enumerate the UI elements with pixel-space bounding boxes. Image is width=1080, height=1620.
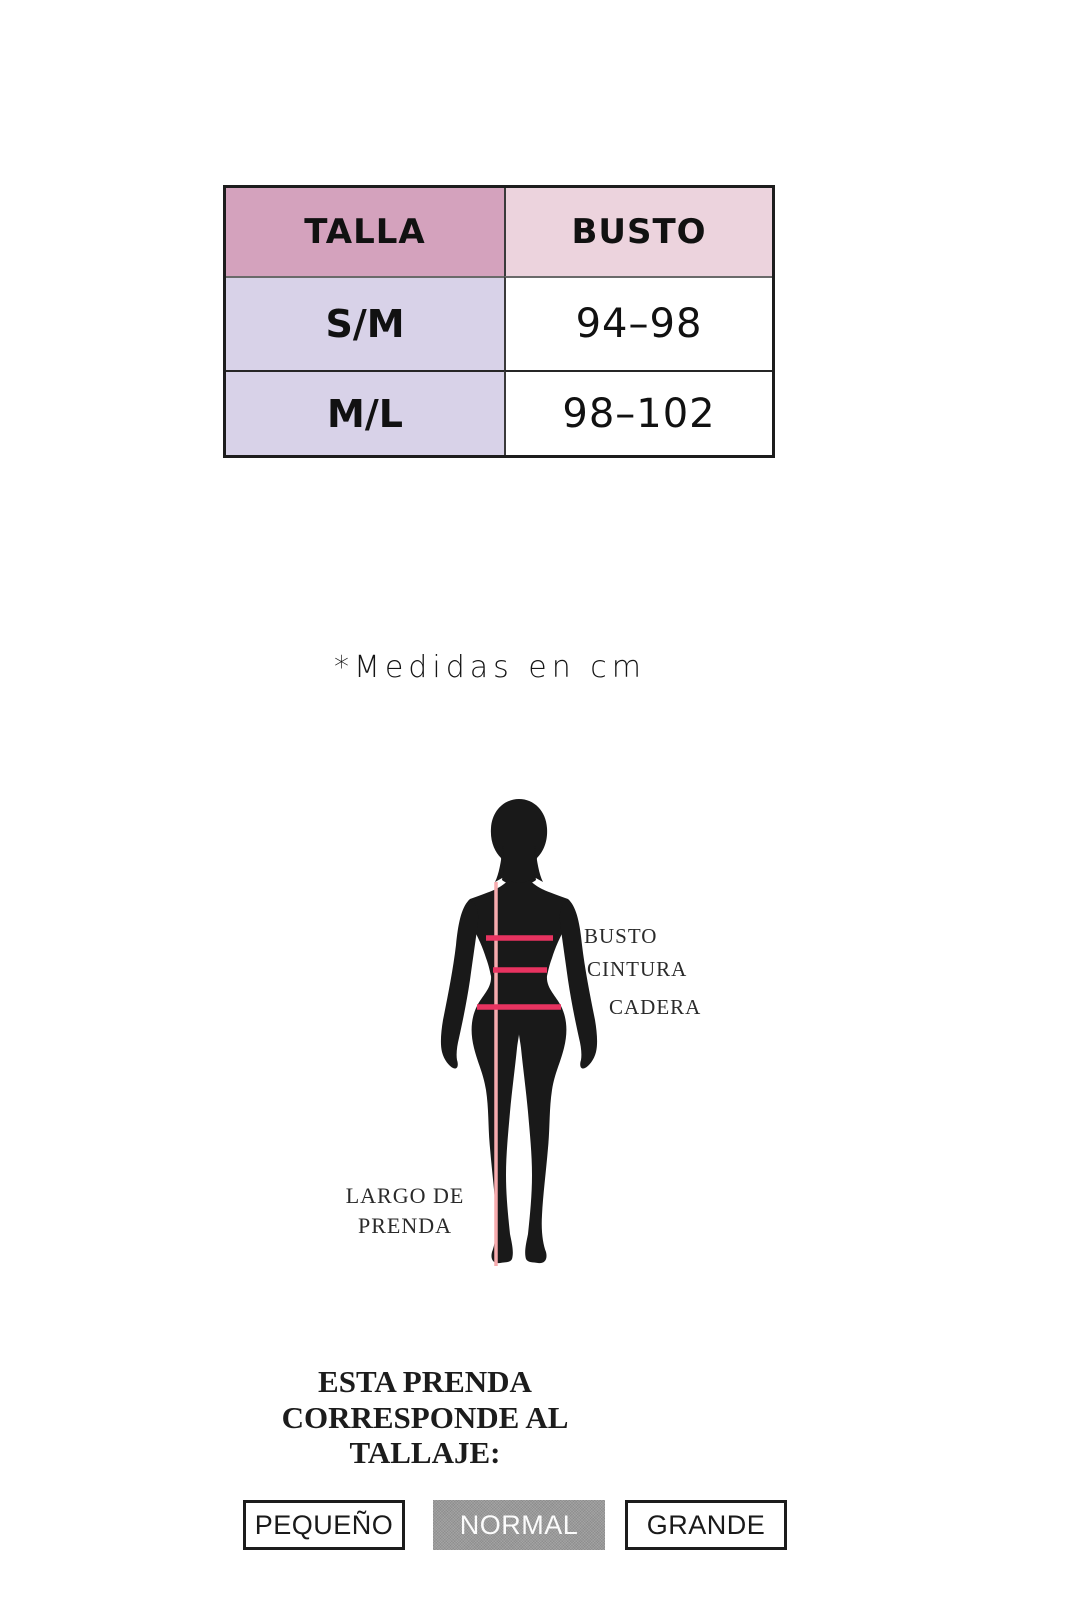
table-row-sm-size: S/M: [226, 276, 504, 370]
bust-label: BUSTO: [584, 924, 658, 948]
garment-length-label: [338, 1181, 472, 1241]
measures-unit-note: *Medidas en cm: [333, 650, 647, 685]
garment-length-label-line2: PRENDA: [357, 1213, 452, 1238]
fit-heading-line2: TALLAJE:: [349, 1435, 501, 1470]
table-row-sm-bust: 94–98: [504, 276, 772, 370]
fit-option-pequeno[interactable]: PEQUEÑO: [243, 1500, 405, 1550]
size-table-header-talla: TALLA: [226, 188, 504, 276]
fit-option-grande[interactable]: GRANDE: [625, 1500, 787, 1550]
hip-label: CADERA: [609, 995, 702, 1019]
size-table-header-busto: BUSTO: [504, 188, 772, 276]
garment-length-label-line1: LARGO DE: [345, 1183, 465, 1208]
fit-heading-line1: ESTA PRENDA CORRESPONDE AL: [281, 1364, 569, 1435]
fit-option-normal-selected[interactable]: NORMAL: [433, 1500, 605, 1550]
size-table: [223, 185, 775, 458]
table-row-ml-size: M/L: [226, 370, 504, 455]
waist-label: CINTURA: [587, 957, 688, 981]
table-row-ml-bust: 98–102: [504, 370, 772, 455]
